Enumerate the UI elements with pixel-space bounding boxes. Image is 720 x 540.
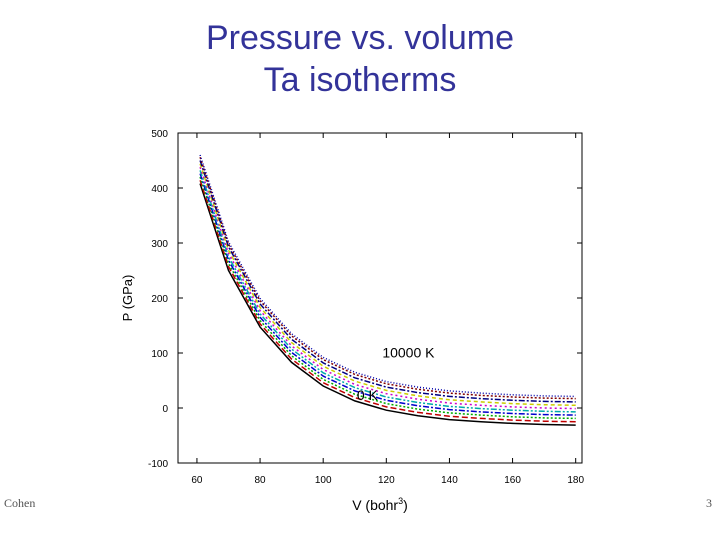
isotherm-line-1 bbox=[200, 184, 576, 426]
isotherm-line-9 bbox=[200, 157, 576, 398]
x-tick-label: 60 bbox=[191, 475, 203, 486]
isotherm-line-5 bbox=[200, 170, 576, 412]
y-axis-label: P (GPa) bbox=[120, 274, 135, 322]
y-axis-ticks bbox=[148, 129, 582, 470]
x-tick-label: 100 bbox=[314, 475, 332, 486]
slide-title-line1: Pressure vs. volume bbox=[206, 19, 514, 57]
isotherm-series-group bbox=[200, 155, 576, 425]
x-axis-label-superscript: 3 bbox=[398, 496, 404, 506]
isotherm-line-8 bbox=[200, 161, 576, 402]
x-tick-label: 140 bbox=[441, 475, 458, 486]
x-tick-label: 180 bbox=[567, 475, 585, 486]
x-tick-label: 80 bbox=[254, 475, 266, 486]
x-axis-label-text: V (bohr bbox=[352, 497, 399, 513]
footer-page-number: 3 bbox=[706, 496, 712, 510]
annotation-label-1: 10000 K bbox=[382, 344, 435, 361]
isotherm-line-6 bbox=[200, 167, 576, 409]
x-axis-label-close: ) bbox=[403, 497, 408, 513]
annotation-label-2: 0 K bbox=[356, 386, 378, 403]
y-tick-label: 400 bbox=[151, 184, 168, 195]
isotherm-line-7 bbox=[200, 164, 576, 405]
y-tick-label: 0 bbox=[162, 404, 168, 415]
y-tick-label: 100 bbox=[151, 349, 168, 360]
y-tick-label: -100 bbox=[147, 459, 168, 470]
y-tick-label: 300 bbox=[151, 239, 168, 250]
x-tick-label: 120 bbox=[377, 475, 395, 486]
y-tick-label: 500 bbox=[151, 129, 168, 140]
x-tick-label: 160 bbox=[504, 475, 521, 486]
x-axis-label bbox=[352, 496, 408, 513]
slide-title-line2: Ta isotherms bbox=[263, 61, 457, 99]
footer-author: Cohen bbox=[4, 496, 36, 510]
y-tick-label: 200 bbox=[151, 294, 168, 305]
